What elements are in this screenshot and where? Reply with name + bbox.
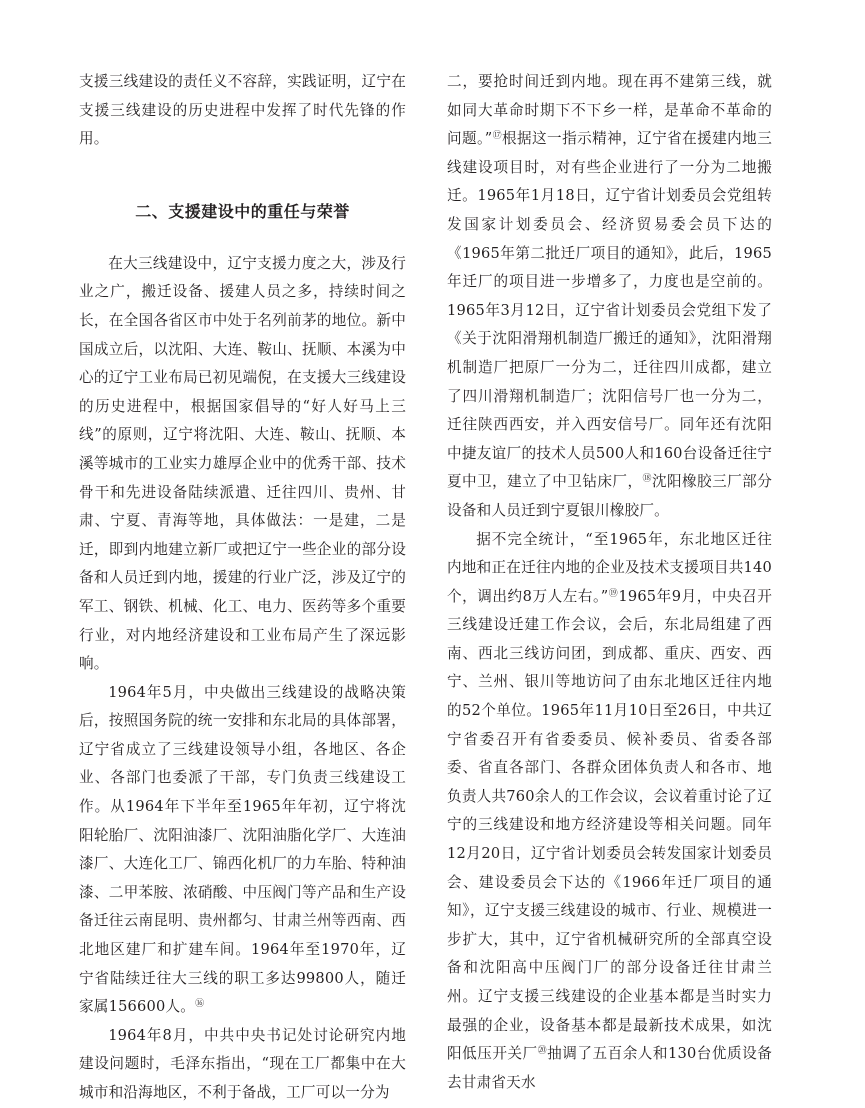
paragraph-text: 1964年5月，中央做出三线建设的战略决策后，按照国务院的统一安排和东北局的具体部署，辽宁省成立了三线建设领导小组，各地区、各企业、各部门也委派了干部，专门负责三线建设工作。从1964年下半年至1965年年初，辽宁将沈阳轮胎厂、沈阳油漆厂、沈阳油脂化学厂、大连油漆厂、大连化工厂、锦西化机厂的力车胎、特种油漆、二甲苯胺、浓硝酸、中压阀门等产品和生产设备迁往云南昆明、贵州都匀、甘肃兰州等西南、西北地区建厂和扩建车间。1964年至1970年，辽宁省陆续迁往大三线的职工多达99800人，随迁家属156600人。 [79,683,406,1016]
paragraph-text: 1965年9月，中央召开三线建设迁建工作会议，会后，东北局组建了西南、西北三线访问团，到成都、重庆、西安、西宁、兰州、银川等地访问了由东北地区迁往内地的52个单位。1965年11月10日至26日，中共辽宁省委召开有省委委员、候补委员、省委各部委、省直各部门、各群众团体负责人和各市、地负责人共760余人的工作会议，会议着重讨论了辽宁的三线建设和地方经济建设等相关问题。同年12月20日，辽宁省计划委员会转发国家计划委员会、建设委员会下达的《1966年迁厂项目的通知》，辽宁支援三线建设的城市、行业、规模进一步扩大，其中，辽宁省机械研究所的全部真空设备和沈阳高中压阀门厂的部分设备迁往甘肃兰州。辽宁支援三线建设的企业基本都是当时实力最强的企业，设备基本都是最新技术成果，如沈阳低压开关厂 [447,587,772,1063]
footnote-ref-19[interactable]: ⑲ [608,588,619,599]
paragraph-text: 二，要抢时间迁到内地。现在再不建第三线，就如同大革命时期下不下乡一样，是革命不革命的问题。” [447,73,772,148]
paragraph-intro-end: 支援三线建设的责任义不容辞，实践证明，辽宁在支援三线建设的历史进程中发挥了时代先锋的作用。 [79,73,406,148]
paragraph-statistics [447,526,772,1098]
footnote-ref-17[interactable]: ⑰ [492,131,503,142]
paragraph-text: 根据这一指示精神，辽宁省在援建内地三线建设项目时，对有些企业进行了一分为二地搬迁。1965年1月18日，辽宁省计划委员会党组转发国家计划委员会、经济贸易委会员下达的《1965年第二批迁厂项目的通知》，此后，1965年迁厂的项目进一步增多了，力度也是空前的。1965年3月12日，辽宁省计划委员会党组下发了《关于沈阳滑翔机制造厂搬迁的通知》，沈阳滑翔机制造厂把原厂一分为二，迁往四川成都，建立了四川滑翔机制造厂；沈阳信号厂也一分为二，迁往陕西西安，并入西安信号厂。同年还有沈阳中捷友谊厂的技术人员500人和160台设备迁往宁夏中卫，建立了中卫钻床厂， [447,130,772,491]
paragraph-1964-may [79,679,406,1022]
section-heading: 二、支援建设中的重任与荣誉 [135,201,350,221]
footnote-ref-16[interactable]: ⑯ [195,999,205,1010]
paragraph-1964-august: 1964年8月，中共中央书记处讨论研究内地建设问题时，毛泽东指出，“现在工厂都集中在大城市和沿海地区，不利于备战，工厂可以一分为 [79,1026,406,1101]
footnote-ref-20[interactable]: ⑳ [537,1046,548,1057]
paragraph-text: 抽调了五百余人和130台优质设备去甘肃省天水 [447,1045,772,1091]
paragraph-relocation-continued [447,68,772,526]
paragraph-text: 沈阳橡胶三厂部分设备和人员迁到宁夏银川橡胶厂。 [447,473,772,519]
right-column [447,68,772,1097]
left-column [79,68,406,1108]
paragraph-liaoning-support: 在大三线建设中，辽宁支援力度之大，涉及行业之广，搬迁设备、援建人员之多，持续时间之长，在全国各省区市中处于名列前茅的地位。新中国成立后，以沈阳、大连、鞍山、抚顺、本溪为中心的辽宁工业布局已初见端倪，在支援大三线建设的历史进程中，根据国家倡导的“好人好马上三线”的原则，辽宁将沈阳、大连、鞍山、抚顺、本溪等城市的工业实力雄厚企业中的优秀干部、技术骨干和先进设备陆续派遣、迁往四川、贵州、甘肃、宁夏、青海等地，具体做法：一是建，二是迁，即到内地建立新厂或把辽宁一些企业的部分设备和人员迁到内地，援建的行业广泛，涉及辽宁的军工、钢铁、机械、化工、电力、医药等多个重要行业，对内地经济建设和工业布局产生了深远影响。 [79,254,406,673]
footnote-ref-18[interactable]: ⑱ [642,474,652,485]
paragraph-text: 据不完全统计，“至1965年，东北地区迁往内地和正在迁往内地的企业及技术支援项目共140个，调出约8万人左右。” [447,530,772,605]
